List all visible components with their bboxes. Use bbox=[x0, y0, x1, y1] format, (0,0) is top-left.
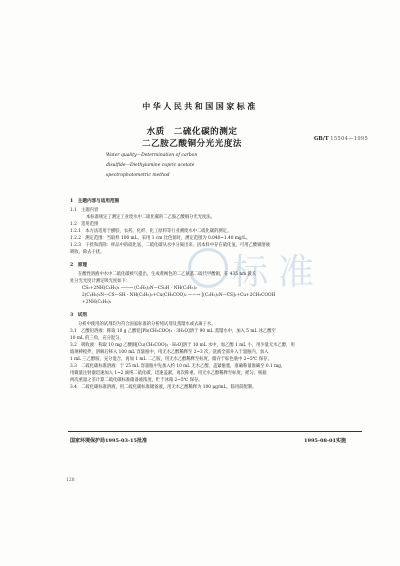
paragraph: 用微量注射器迅速加入 1~2 滴纯二硫化碳，迅速盖紧，再次称重，用无水乙醇稀释至标度，摇匀。根据 bbox=[70, 371, 267, 376]
section-heading: 3 试剂 bbox=[70, 313, 87, 318]
clause: 1.2.1 本方法适用于横胶、农药、化纤、化工原料等行业测废水中二硫化碳的测定。 bbox=[70, 229, 232, 234]
paragraph: 在酸性溶液中水中二硫化碳被气提出，生成黄褐色的二乙氨基二硫代甲酸铜，在 435 nm 波长 bbox=[78, 272, 257, 277]
equation: +2NH(C₂H₅)₂ bbox=[82, 300, 112, 305]
paragraph: 分析中使用的试剂均为符合国家标准的分析纯试剂及蒸馏水或去离子水。 bbox=[78, 322, 216, 327]
body-text bbox=[70, 195, 360, 391]
paragraph: 本标准规定了测定工业废水中二硫化碳的二乙胺乙酸铜分光光度法。 bbox=[86, 215, 215, 220]
section-heading: 1 主题内容与适用范围 bbox=[70, 199, 120, 204]
title-block bbox=[102, 126, 282, 180]
paragraph: 处分光光度计测定吸光度如下： bbox=[70, 279, 131, 284]
clause: 3.1 乙酸铅溶液：称取 10 g 乙酸铅[Pb(CH₃COO)₂ · 3H₂O]溶于 90 mL 蒸馏水中，加入 5 mL 冰乙酸至 bbox=[70, 329, 276, 334]
footer-divider bbox=[68, 431, 362, 432]
standard-organization: 中华人民共和国国家标准 bbox=[142, 101, 258, 111]
paragraph: 吸收，除去干扰。 bbox=[70, 250, 105, 255]
clause: 3.4 二硫化碳标准溶液，用二硫化碳标准储备液，用无水乙醇稀释为 100 μg/mL，临用前配制。 bbox=[70, 385, 257, 390]
clause: 1.2.2 测定范围：当取样 100 mL，采用 1 cm 比色皿时，测定范围为 0.040~1.40 mg/L。 bbox=[70, 236, 251, 241]
page-number: 128 bbox=[66, 478, 75, 483]
paragraph: 玻璃棒搅拌，溶解后移入 100 mL 容量瓶中，用无水乙醇稀释至 2~3 次，洗液全部并入于量瓶内，加入 bbox=[70, 350, 269, 355]
equation: CS₂+2NH(C₂H₅)₂ ——→ (C₂H₅)₂N—CS₂H · NH(C₂H₅)₂ bbox=[82, 286, 197, 291]
standard-code-number: 15504—1995 bbox=[330, 136, 369, 142]
paragraph: 10 mL 的三角，充分混匀。 bbox=[70, 336, 124, 341]
clause: 3.2 吸收液：称取 10 mg 乙酸铜[Cu(CH₃COO)₂ · H₂O]溶于 10 mL 水中，加乙醇 1 mL 小，用少量无水乙醇，用 bbox=[70, 343, 295, 348]
clause: 1.1 主题内容 bbox=[70, 208, 99, 213]
watermark-text: 标准 bbox=[232, 252, 325, 293]
title-en-line1: Water quality—Determination of carbon bbox=[106, 153, 198, 158]
standard-code-prefix: GB/T bbox=[314, 136, 329, 142]
clause: 3.3 二硫化碳标准溶液：于 25 mL 容量瓶中先加入约 10 mL 无水乙醇，盖紧瓶塞，准确称量准确至 0.1 mg， bbox=[70, 364, 286, 369]
paragraph: 1 mL 三乙醇胺，充分混合，再加 1 mL 二乙胺，用无水乙醇稀释至标度，储存于棕色瓶中 2~5℃ 保存。 bbox=[70, 357, 272, 362]
title-en-line2: disulfide—Diethylamine cupric acetate bbox=[106, 163, 195, 168]
clause: 1.2.3 干扰和消除：样品中的硫化氢、二硫化碳从水中分离出来，因本样中存在硫化氢，可用乙酸铜溶液 bbox=[70, 243, 270, 248]
implementation-date: 1995-08-01实施 bbox=[304, 438, 346, 444]
paragraph: 两次重量之差计算二硫化碳标准储备液浓度，贮于冰箱 2~5℃ 保存。 bbox=[70, 378, 203, 383]
standard-code bbox=[314, 136, 368, 142]
title-cn-line1: 水质 二硫化碳的测定 bbox=[146, 127, 238, 137]
approval-date: 国家环境保护局1995-03-15批准 bbox=[70, 438, 147, 444]
section-heading: 2 原理 bbox=[70, 263, 87, 268]
clause: 1.2 适用范围 bbox=[70, 222, 99, 227]
title-cn-line2: 二乙胺乙酸铜分光光度法 bbox=[141, 139, 243, 149]
title-en-line3: spectrophotometric method bbox=[106, 173, 170, 178]
equation: 2(C₂H₅)₂N—CS—SH · NH(C₂H₅)₂+Cu(CH₃COO)₂ ——→ [(C₂H₅)₂N—CS]₂+Cu+2CH₃COOH bbox=[82, 293, 276, 298]
